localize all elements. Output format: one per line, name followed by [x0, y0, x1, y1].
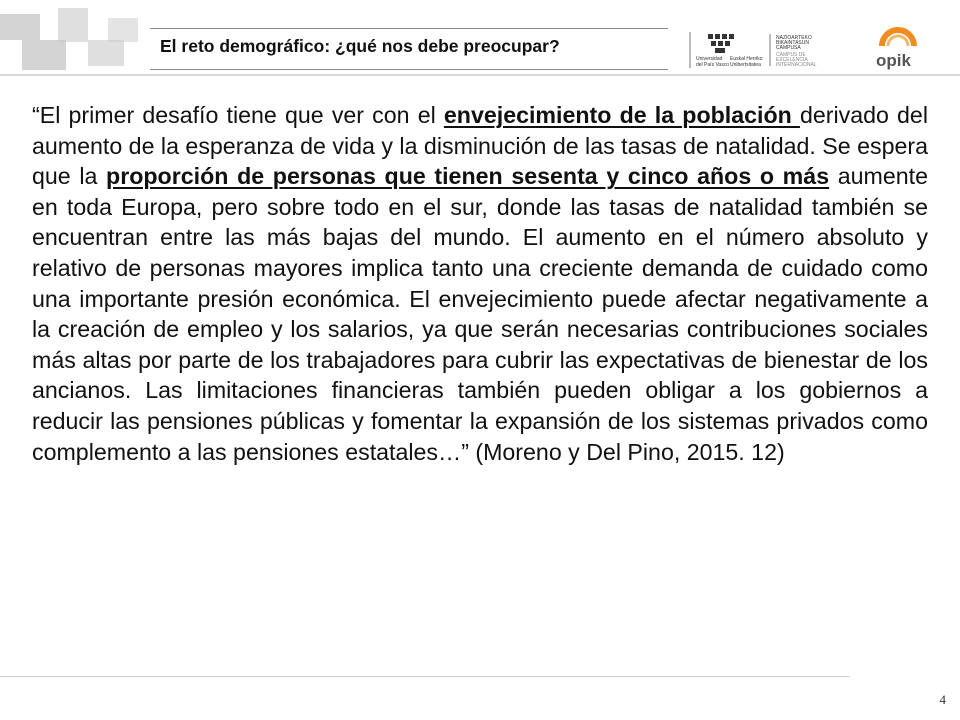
quote-paragraph	[32, 100, 928, 467]
header-rule	[0, 74, 960, 76]
page-number: 4	[939, 692, 946, 707]
underlined-phrase-proportion: proporción de personas que tienen sesenta y cinco años o más	[106, 163, 830, 190]
underlined-phrase-aging: envejecimiento de la población	[443, 102, 800, 128]
campus-text-6: INTERNACIONAL	[776, 62, 817, 68]
campus-text-5: EXCELENCIA	[776, 57, 808, 63]
ehu-text-4: Unibertsitatea	[730, 62, 761, 68]
campus-text-4: CAMPUS DE	[776, 52, 806, 58]
opik-logo	[868, 26, 938, 72]
campus-text-2: BIKAINTASUN	[776, 40, 809, 46]
header-decoration	[0, 0, 160, 78]
campus-text-3: CAMPUSA	[776, 45, 801, 51]
quote-text-2: derivado del aumento de la esperanza de vida y la disminución de las tasas de natalidad. Se espera que la	[32, 102, 928, 190]
slide-title: El reto demográfico: ¿qué nos debe preocupar?	[160, 36, 560, 56]
footer-rule	[0, 676, 850, 677]
quote-text-1: “El primer desafío tiene que ver con el	[32, 102, 444, 128]
ehu-text-3: Euskal Herriko	[730, 56, 763, 62]
ehu-text-1: Universidad	[696, 56, 723, 62]
campus-text-1: NAZIOARTEKO	[776, 35, 812, 41]
ehu-campus-logo	[688, 30, 858, 70]
ehu-text-2: del País Vasco	[696, 62, 729, 68]
title-box	[150, 28, 668, 70]
slide-header	[0, 0, 960, 78]
opik-wordmark: opik	[876, 51, 911, 70]
quote-text-3: aumente en toda Europa, pero sobre todo en el sur, donde las tasas de natalidad también se encuentran entre las más bajas del mundo. El aumento en el número absoluto y relativo de personas mayores implica tanto una creciente demanda de cuidado como una importante presión económica. El envejecimiento puede afectar negativamente a la creación de empleo y los salarios, ya que serán necesarias contribuciones sociales más altas por parte de los trabajadores para cubrir las expectativas de bienestar de los ancianos. Las limitaciones financieras también pueden obligar a los gobiernos a reducir las pensiones públicas y fomentar la expansión de los sistemas privados como complemento a las pensiones estatales…” (Moreno y Del Pino, 2015. 12)	[32, 163, 928, 465]
